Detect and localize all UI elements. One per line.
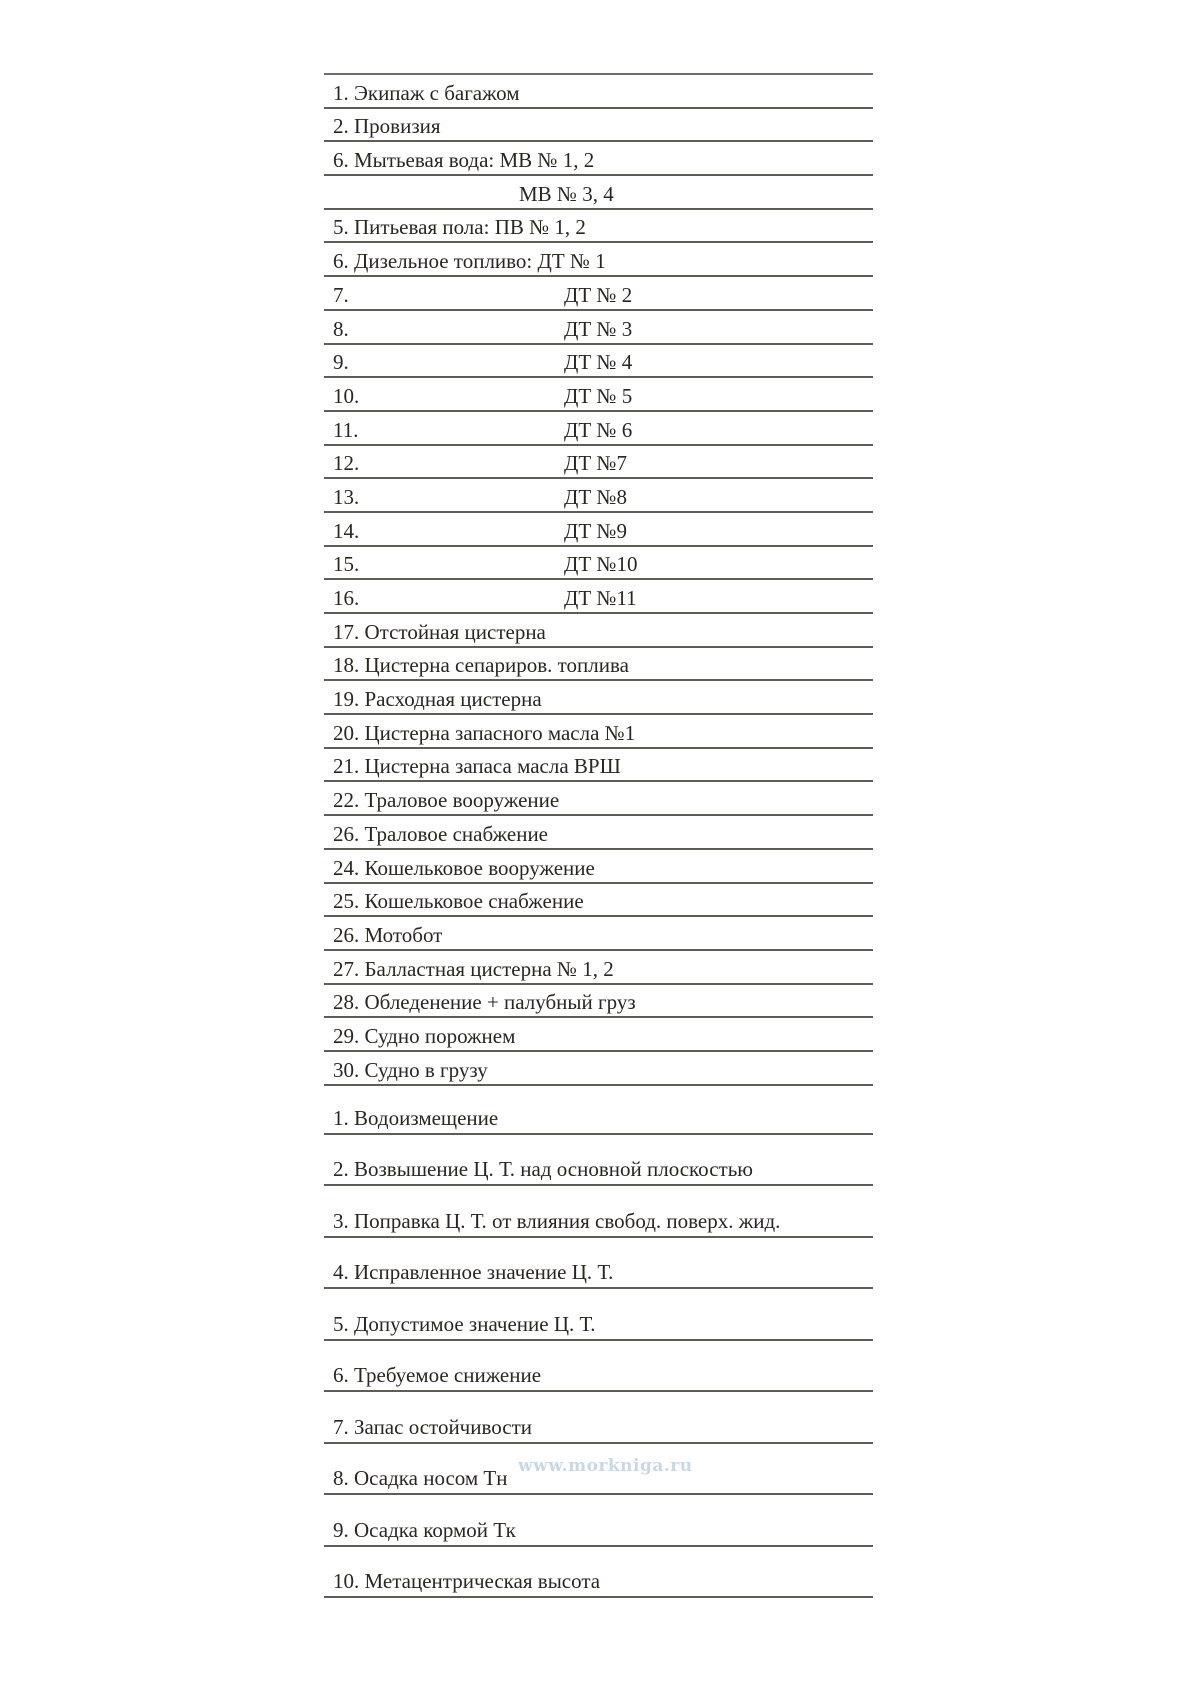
table-row [324,1547,873,1599]
table-row [324,1135,873,1187]
row-label: 1. Экипаж с багажом [333,80,520,105]
row-label: 2. Возвышение Ц. Т. над основной плоскостью [333,1157,753,1181]
row-label: 22. Траловое вооружение [333,788,560,813]
row-label: 6. Дизельное топливо: ДТ № 1 [333,249,606,274]
row-number: 11. [333,417,359,442]
table-row [324,479,873,513]
table-row [324,985,873,1019]
row-number: 14. [333,518,360,543]
table-row [324,378,873,412]
row-label: 26. Мотобот [333,922,443,947]
row-label: 25. Кошельковое снабжение [333,889,584,914]
row-sublabel: ДТ № 2 [564,282,633,307]
table-row [324,109,873,143]
row-sublabel: ДТ №7 [564,451,627,476]
row-number: 15. [333,552,360,577]
row-label: 28. Обледенение + палубный груз [333,990,636,1015]
table-row [324,1341,873,1393]
row-label: 26. Траловое снабжение [333,821,549,846]
row-number: 13. [333,484,360,509]
row-number: 16. [333,586,360,610]
row-label: 3. Поправка Ц. Т. от влияния свобод. поверх. жид. [333,1208,781,1233]
table-row [324,749,873,783]
table-row [324,1392,873,1444]
row-label: 30. Судно в грузу [333,1057,488,1082]
table-row [324,715,873,749]
row-label: 2. Провизия [333,114,441,139]
row-sublabel: ДТ № 3 [564,316,633,341]
row-label: 1. Водоизмещение [333,1105,499,1130]
row-sublabel: ДТ №10 [564,552,638,577]
table-row [324,345,873,379]
row-label: 6. Требуемое снижение [333,1363,542,1387]
row-sublabel: ДТ №11 [564,586,637,610]
row-label: 24. Кошельковое вооружение [333,855,595,880]
row-number: 9. [333,350,349,375]
table-row [324,850,873,884]
table-row [324,176,873,210]
row-number: 10. [333,383,360,408]
row-number: 8. [333,316,349,341]
table-row [324,412,873,446]
row-label: 9. Осадка кормой Тк [333,1517,516,1542]
table-row [324,547,873,581]
row-label: 4. Исправленное значение Ц. Т. [333,1260,614,1284]
table-row [324,277,873,311]
row-sublabel: ДТ № 5 [564,383,633,408]
table-row [324,142,873,176]
table-row [324,210,873,244]
table-row [324,816,873,850]
table-row [324,782,873,816]
row-label: 27. Балластная цистерна № 1, 2 [333,956,614,981]
row-label: 8. Осадка носом Тн [333,1466,508,1490]
table-row [324,917,873,951]
table-row [324,1495,873,1547]
table-row [324,243,873,277]
table-row [324,75,873,109]
table-row [324,1186,873,1238]
row-label: 5. Питьевая пола: ПВ № 1, 2 [333,215,586,240]
table-row [324,884,873,918]
table-row [324,1238,873,1290]
row-label: 21. Цистерна запаса масла ВРШ [333,754,621,779]
row-label: 10. Метацентрическая высота [333,1569,601,1593]
table-row [324,513,873,547]
row-sublabel: ДТ №8 [564,484,627,509]
table-row [324,951,873,985]
row-sublabel: ДТ № 4 [564,350,633,375]
table-row [324,580,873,614]
table-row [324,648,873,682]
row-label: 17. Отстойная цистерна [333,619,546,644]
load-items-table [324,73,873,1086]
row-label: 20. Цистерна запасного масла №1 [333,720,636,745]
row-label: 7. Запас остойчивости [333,1414,533,1439]
row-label: 5. Допустимое значение Ц. Т. [333,1311,596,1336]
row-label: 6. Мытьевая вода: МВ № 1, 2 [333,148,595,173]
row-number: 12. [333,451,360,476]
row-number: 7. [333,282,349,307]
table-row [324,1018,873,1052]
table-row [324,311,873,345]
row-sublabel: ДТ № 6 [564,417,633,442]
row-sublabel: ДТ №9 [564,518,627,543]
table-row [324,681,873,715]
row-sublabel: МВ № 3, 4 [519,181,614,206]
row-label: 18. Цистерна сепариров. топлива [333,653,629,678]
table-row [324,1052,873,1086]
table-row [324,1289,873,1341]
table-row [324,1083,873,1135]
row-label: 29. Судно порожнем [333,1023,516,1048]
row-label: 19. Расходная цистерна [333,687,542,712]
table-row [324,446,873,480]
stability-items-table [324,1083,873,1598]
watermark: www.morkniga.ru [518,1456,693,1476]
table-row [324,614,873,648]
